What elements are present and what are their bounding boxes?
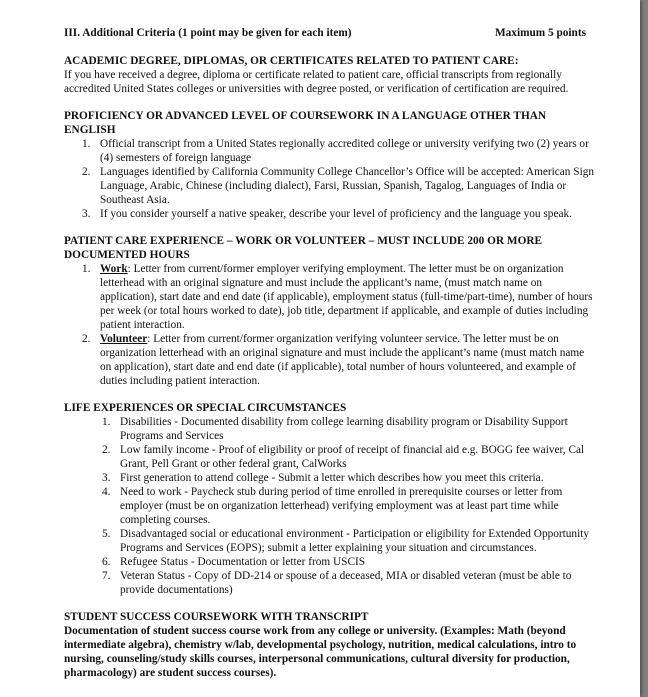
- list-text: Refugee Status - Documentation or letter from USCIS: [120, 556, 366, 568]
- list-number: 2.: [82, 333, 91, 345]
- section-header: [64, 26, 594, 40]
- max-points: Maximum 5 points: [494, 27, 586, 39]
- work-label: Work: [100, 263, 128, 275]
- list-number: 7.: [102, 570, 111, 582]
- section-title: III. Additional Criteria (1 point may be given for each item): [64, 27, 352, 39]
- list-item: [64, 137, 594, 165]
- language-heading: PROFICIENCY OR ADVANCED LEVEL OF COURSEWORK IN A LANGUAGE OTHER THAN ENGLISH: [64, 110, 547, 136]
- list-number: 5.: [102, 528, 111, 540]
- list-text: If you consider yourself a native speaker, describe your level of proficiency and the language you speak.: [100, 208, 572, 220]
- list-item: [64, 415, 594, 443]
- list-number: 3.: [82, 208, 91, 220]
- list-number: 3.: [102, 472, 111, 484]
- list-text: Languages identified by California Community College Chancellor’s Office will be accepted: American Sign Language, Arabic, Chinese (including dialect), Farsi, Russian, Spanish, Tagalog, Languages of India or Southeast Asia.: [100, 166, 595, 206]
- life-list: [64, 415, 594, 597]
- language-section: [64, 109, 594, 221]
- list-item: [64, 555, 594, 569]
- language-list: [64, 137, 594, 221]
- list-item: [64, 569, 594, 597]
- patient-care-section: [64, 234, 594, 388]
- list-text: Low family income - Proof of eligibility or proof of receipt of financial aid e.g. BOGG fee waiver, Cal Grant, Pell Grant or other federal grant, CalWorks: [120, 444, 585, 470]
- list-text: Need to work - Paycheck stub during period of time enrolled in prerequisite courses or letter from employer (must be on organization letterhead) verifying employment was at least part time while completing courses.: [120, 486, 563, 526]
- list-text: First generation to attend college - Submit a letter which describes how you meet this criteria.: [120, 472, 544, 484]
- list-text: Disabilities - Documented disability from college learning disability program or Disability Support Programs and Services: [120, 416, 568, 442]
- volunteer-label: Volunteer: [100, 333, 148, 345]
- list-text: Official transcript from a United States regionally accredited college or university verifying two (2) years or (4) semesters of foreign language: [100, 138, 589, 164]
- list-item: [64, 207, 594, 221]
- list-item: [64, 471, 594, 485]
- list-item: [64, 165, 594, 207]
- student-success-section: [64, 610, 594, 680]
- student-success-text: Documentation of student success course work from any college or university. (Examples: Math (beyond intermediate algebra), chemistry w/lab, developmental psychology, nutrition, medical calculations, intro to nursing, counseling/study skills courses, interpersonal communications, cultural diversity for production, pharmacology) are student success courses).: [64, 625, 577, 679]
- list-number: 2.: [102, 444, 111, 456]
- list-item: [64, 485, 594, 527]
- list-number: 1.: [82, 138, 91, 150]
- list-item: [64, 262, 594, 332]
- list-item: [64, 332, 594, 388]
- life-section: [64, 401, 594, 597]
- list-item: [64, 527, 594, 555]
- list-text: : Letter from current/former employer verifying employment. The letter must be on organization letterhead with an original signature and must include the applicant’s name, (must match name on application), start date and end date (if applicable), employment status (full-time/part-time), number of hours per week (or total hours worked to date), job title, department if applicable, and example of duties including patient interaction.: [100, 263, 593, 331]
- list-number: 1.: [102, 416, 111, 428]
- list-number: 2.: [82, 166, 91, 178]
- academic-heading: ACADEMIC DEGREE, DIPLOMAS, OR CERTIFICATES RELATED TO PATIENT CARE:: [64, 55, 519, 67]
- student-success-heading: STUDENT SUCCESS COURSEWORK WITH TRANSCRIPT: [64, 611, 369, 623]
- list-number: 4.: [102, 486, 111, 498]
- document-content: [64, 26, 594, 693]
- list-number: 6.: [102, 556, 111, 568]
- life-heading: LIFE EXPERIENCES OR SPECIAL CIRCUMSTANCES: [64, 402, 347, 414]
- patient-care-heading: PATIENT CARE EXPERIENCE – WORK OR VOLUNTEER – MUST INCLUDE 200 OR MORE DOCUMENTED HOURS: [64, 235, 543, 261]
- patient-care-list: [64, 262, 594, 388]
- list-text: Disadvantaged social or educational environment - Participation or eligibility for Extended Opportunity Programs and Services (EOPS); submit a letter explaining your situation and circumstances.: [120, 528, 590, 554]
- academic-section: [64, 54, 594, 96]
- list-item: [64, 443, 594, 471]
- list-text: : Letter from current/former organization verifying volunteer service. The letter must be on organization letterhead with an original signature and must include the applicant’s name (must match name on application), start date and end date (if applicable), total number of hours volunteered, and example of duties including patient interaction.: [100, 333, 585, 387]
- academic-text: If you have received a degree, diploma or certificate related to patient care, official transcripts from regionally accredited United States colleges or universities with degree posted, or verification of certification are required.: [64, 69, 569, 95]
- list-number: 1.: [82, 263, 91, 275]
- list-text: Veteran Status - Copy of DD-214 or spouse of a deceased, MIA or disabled veteran (must be able to provide documentations): [120, 570, 572, 596]
